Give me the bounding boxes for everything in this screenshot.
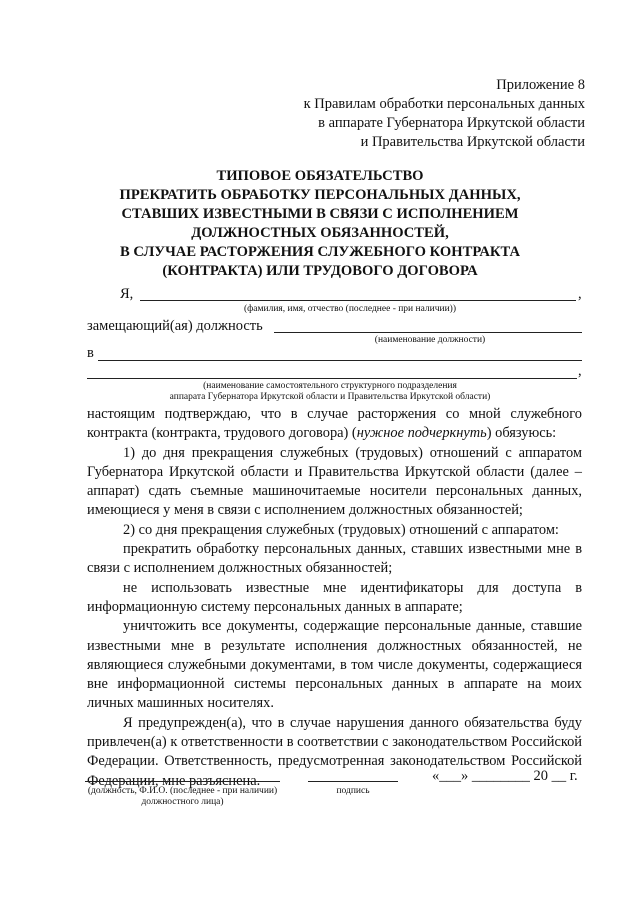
- paragraph-warning: Я предупрежден(а), что в случае нарушения данного обязательства буду привлечен(а) к ответственности в соответствии с законодательством Российской Федерации. Ответственность, предусмотренная законодательством Российской Федерации, мне разъяснена.: [87, 714, 582, 789]
- title-line-6: (КОНТРАКТА) ИЛИ ТРУДОВОГО ДОГОВОРА: [162, 263, 478, 279]
- appendix-ref-line-2: в аппарате Губернатора Иркутской области: [318, 115, 585, 131]
- unit-field-line-2[interactable]: [87, 378, 577, 379]
- document-body: [87, 405, 582, 791]
- position-label: замещающий(ая) должность: [87, 318, 263, 334]
- position-field-line[interactable]: [274, 332, 582, 333]
- underline-hint: нужное подчеркнуть: [356, 425, 487, 442]
- official-caption: (должность, Ф.И.О. (последнее - при наличии) должностного лица): [87, 786, 278, 807]
- signature-caption: подпись: [336, 786, 370, 796]
- title-line-2: ПРЕКРАТИТЬ ОБРАБОТКУ ПЕРСОНАЛЬНЫХ ДАННЫХ,: [119, 187, 521, 203]
- date-field[interactable]: «___» ________ 20 __ г.: [432, 768, 578, 784]
- i-label: Я,: [120, 286, 134, 302]
- title-line-1: ТИПОВОЕ ОБЯЗАТЕЛЬСТВО: [216, 168, 424, 184]
- unit-caption-line-2: аппарата Губернатора Иркутской области и Правительства Иркутской области): [169, 392, 491, 402]
- paragraph-destroy-documents: уничтожить все документы, содержащие персональные данные, ставшие известными мне в результате исполнения должностных обязанностей, не являющиеся служебными документами, в том числе документы, содержащиеся вне информационной системы персональных данных в аппарате на моих личных машинных носителях.: [87, 618, 582, 712]
- paragraph-intro: настоящим подтверждаю, что в случае расторжения со мной служебного контракта (контракта, трудового договора) (нужное подчеркнуть) обязуюсь:: [87, 406, 582, 442]
- document-title: [80, 167, 560, 281]
- unit-caption-line-1: (наименование самостоятельного структурного подразделения: [203, 381, 457, 391]
- appendix-reference: [300, 76, 585, 152]
- paragraph-obligation-2: 2) со дня прекращения служебных (трудовых) отношений с аппаратом:: [123, 521, 559, 538]
- fio-caption: (фамилия, имя, отчество (последнее - при наличии)): [243, 304, 457, 314]
- appendix-number: Приложение 8: [496, 77, 585, 93]
- fio-field-line[interactable]: [140, 300, 576, 301]
- fio-comma: ,: [578, 286, 582, 302]
- position-caption: (наименование должности): [374, 335, 486, 345]
- in-label: в: [87, 345, 94, 361]
- signature-line[interactable]: [308, 781, 398, 782]
- unit-field-line-1[interactable]: [98, 360, 582, 361]
- paragraph-stop-processing: прекратить обработку персональных данных, ставших известными мне в связи с исполнением должностных обязанностей;: [87, 541, 582, 577]
- title-line-5: В СЛУЧАЕ РАСТОРЖЕНИЯ СЛУЖЕБНОГО КОНТРАКТА: [119, 244, 521, 260]
- official-signature-line[interactable]: [85, 781, 280, 782]
- appendix-ref-line-1: к Правилам обработки персональных данных: [303, 96, 585, 112]
- appendix-ref-line-3: и Правительства Иркутской области: [360, 134, 585, 150]
- title-line-3: СТАВШИХ ИЗВЕСТНЫМИ В СВЯЗИ С ИСПОЛНЕНИЕМ: [121, 206, 519, 222]
- unit-comma: ,: [578, 363, 582, 379]
- paragraph-no-identifiers: не использовать известные мне идентификаторы для доступа в информационную систему персональных данных в аппарате;: [87, 579, 582, 615]
- paragraph-obligation-1: 1) до дня прекращения служебных (трудовых) отношений с аппаратом Губернатора Иркутской области и Правительства Иркутской области (далее – аппарат) сдать съемные машиночитаемые носители персональных данных, имеющиеся у меня в связи с исполнением должностных обязанностей;: [87, 444, 582, 519]
- title-line-4: ДОЛЖНОСТНЫХ ОБЯЗАННОСТЕЙ,: [191, 225, 449, 241]
